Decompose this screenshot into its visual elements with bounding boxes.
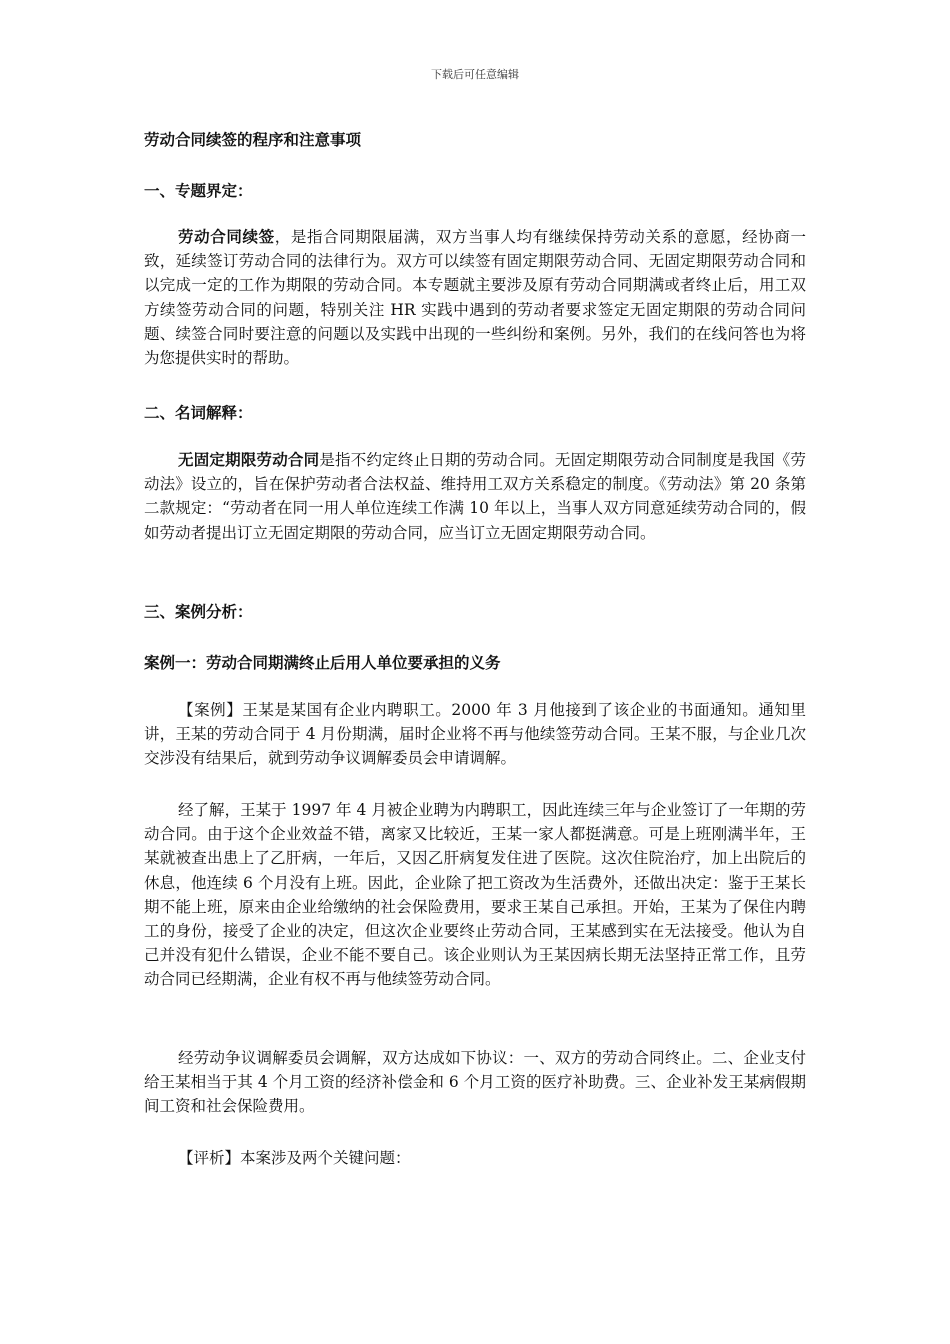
definition-text: ，是指合同期限届满，双方当事人均有继续保持劳动关系的意愿，经协商一致，延续签订劳动合同的法律行为。双方可以续签有固定期限劳动合同、无固定期限劳动合同和以完成一定的工作为期限的劳动合同。本专题就主要涉及原有劳动合同期满或者终止后，用工双方续签劳动合同的问题，特别关注 HR 实践中遇到的劳动者要求签定无固定期限的劳动合同问题、续签合同时要注意的问题以及实践中出现的一些纠纷和案例。另外，我们的在线问答也为将为您提供实时的帮助。 (144, 228, 806, 368)
analysis-text: 本案涉及两个关键问题： (240, 1149, 411, 1167)
terms-text: 是指不约定终止日期的劳动合同。无固定期限劳动合同制度是我国《劳动法》设立的，旨在保护劳动者合法权益、维持用工双方关系稳定的制度。《劳动法》第 20 条第二款规定：“劳动者在同一用人单位连续工作满 10 年以上，当事人双方同意延续劳动合同的，假如劳动者提出订立无固定期限的劳动合同，应当订立无固定期限劳动合同。 (144, 451, 806, 542)
section-heading-terms: 二、名词解释： (144, 403, 253, 422)
mediation-paragraph: 经劳动争议调解委员会调解，双方达成如下协议：一、双方的劳动合同终止。二、企业支付给王某相当于其 4 个月工资的经济补偿金和 6 个月工资的医疗补助费。三、企业补发王某病假期间工资和社会保险费用。 (144, 1049, 806, 1116)
analysis-label: 【评析】 (178, 1149, 241, 1167)
document-title: 劳动合同续签的程序和注意事项 (144, 130, 362, 149)
case-label: 【案例】 (178, 701, 243, 719)
case-detail-paragraph: 经了解，王某于 1997 年 4 月被企业聘为内聘职工，因此连续三年与企业签订了一年期的劳动合同。由于这个企业效益不错，离家又比较近，王某一家人都挺满意。可是上班刚满半年，王某就被查出患上了乙肝病，一年后，又因乙肝病复发住进了医院。这次住院治疗，加上出院后的休息，他连续 6 个月没有上班。因此，企业除了把工资改为生活费外，还做出决定：鉴于王某长期不能上班，原来由企业给缴纳的社会保险费用，要求王某自己承担。开始，王某为了保住内聘工的身份，接受了企业的决定，但这次企业要终止劳动合同，王某感到实在无法接受。他认为自己并没有犯什么错误，企业不能不要自己。该企业则认为王某因病长期无法坚持正常工作，且劳动合同已经期满，企业有权不再与他续签劳动合同。 (144, 801, 806, 989)
download-note: 下载后可任意编辑 (431, 68, 519, 81)
terms-paragraph (144, 448, 806, 545)
definition-term: 劳动合同续签 (178, 227, 275, 246)
case-one-title: 案例一：劳动合同期满终止后用人单位要承担的义务 (144, 653, 501, 672)
section-heading-definition: 一、专题界定： (144, 181, 253, 200)
section-heading-cases: 三、案例分析： (144, 602, 253, 621)
definition-paragraph (144, 225, 806, 370)
terms-term: 无固定期限劳动合同 (178, 450, 320, 469)
case-text: 王某是某国有企业内聘职工。2000 年 3 月他接到了该企业的书面通知。通知里讲，王某的劳动合同于 4 月份期满，届时企业将不再与他续签劳动合同。王某不服，与企业几次交涉没有结果后，就到劳动争议调解委员会申请调解。 (144, 701, 806, 768)
analysis-paragraph (144, 1146, 806, 1170)
case-paragraph (144, 698, 806, 771)
